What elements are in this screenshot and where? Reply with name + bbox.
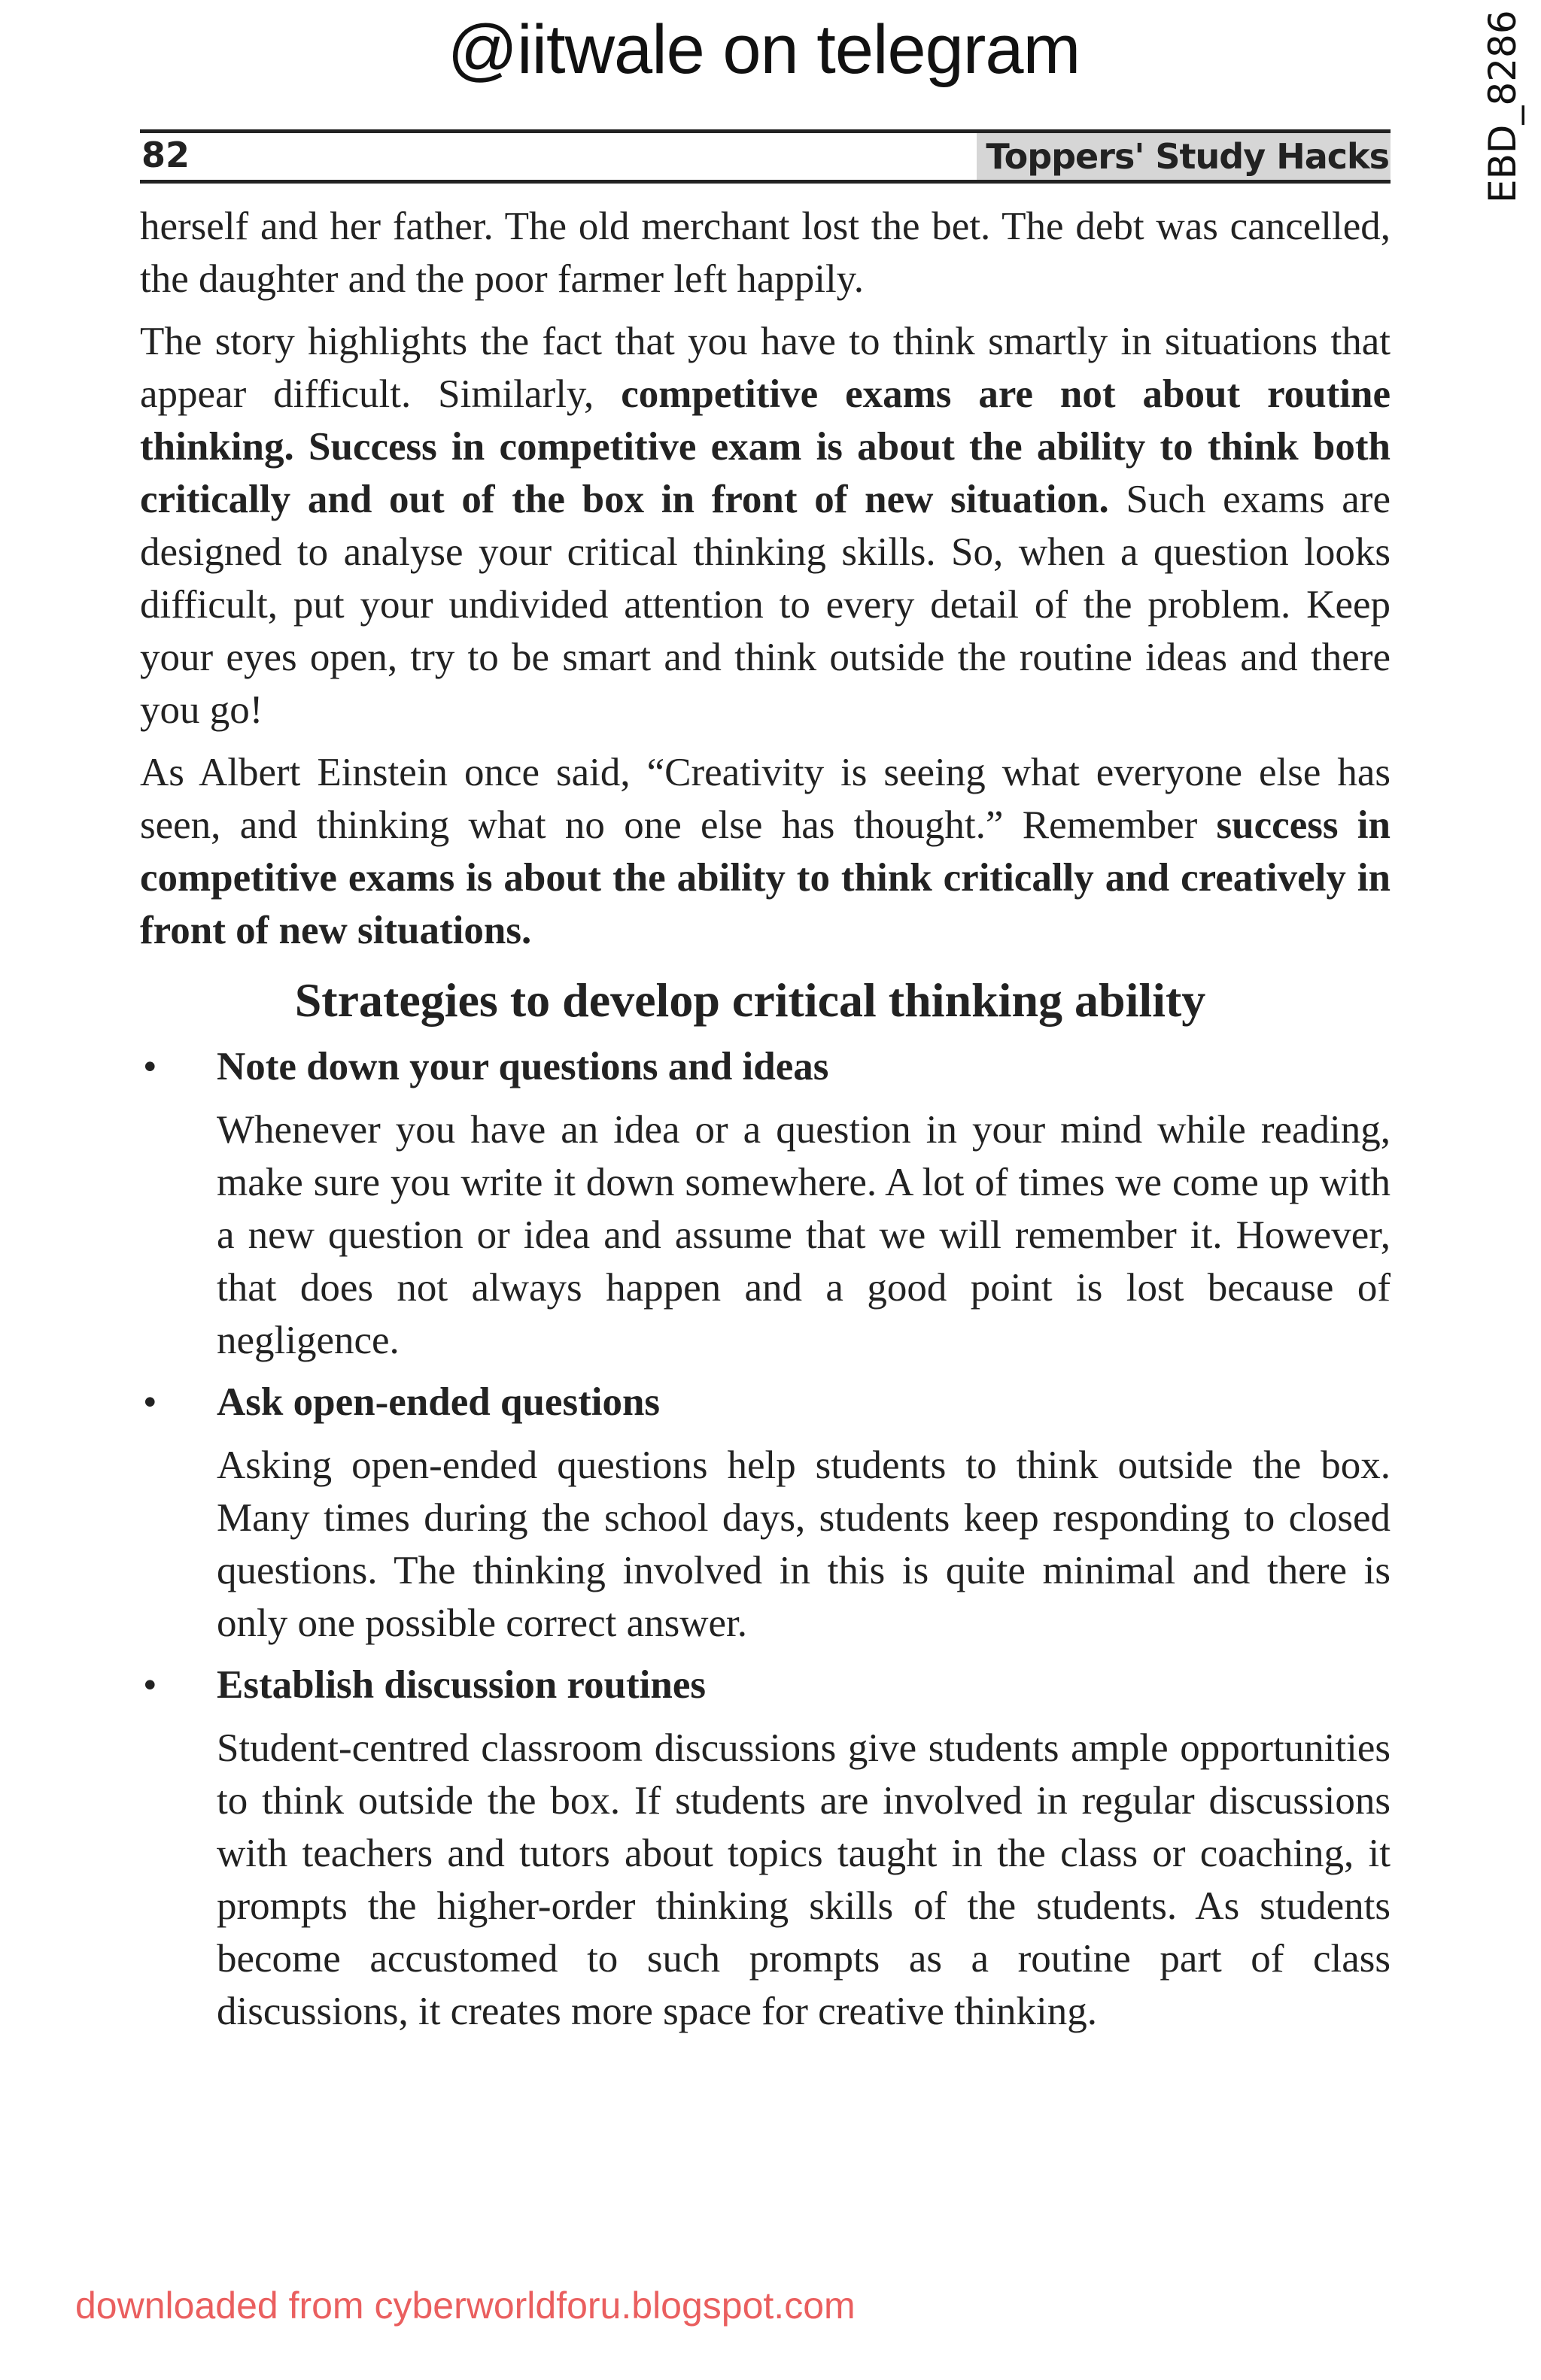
bullet-icon: • xyxy=(143,1663,157,1707)
text: As Albert Einstein once said, “Creativity is seeing what everyone else has seen, and thinking what no one else has thought.” Remember xyxy=(140,751,1391,847)
running-header xyxy=(140,129,1391,184)
bold-text: competitive exams are not about routine thinking. Success in competitive exam is about the ability to think both critically and out of the box in front of new situation. xyxy=(140,372,1391,521)
bullet-icon: • xyxy=(143,1380,157,1424)
page-body xyxy=(140,200,1391,2047)
footer-watermark: downloaded from cyberworldforu.blogspot.com xyxy=(75,2284,856,2327)
strategy-text: Student-centred classroom discussions give students ample opportunities to think outside the box. If students are involved in regular discussions with teachers and tutors about topics taught in the class or coaching, it prompts the higher-order thinking skills of the students. As students become accustomed to such prompts as a routine part of class discussions, it creates more space for creative thinking. xyxy=(217,1726,1391,2033)
text: Such exams are designed to analyse your critical thinking skills. So, when a question looks difficult, put your undivided attention to every detail of the problem. Keep your eyes open, try to be smart and think outside the routine ideas and there you go! xyxy=(140,478,1391,732)
book-title: Toppers' Study Hacks xyxy=(977,133,1391,180)
paragraph xyxy=(140,746,1391,957)
strategy-text: Asking open-ended questions help students to think outside the box. Many times during the school days, students keep responding to closed questions. The thinking involved in this is quite minimal and there is only one possible correct answer. xyxy=(217,1443,1391,1645)
strategy-title: Ask open-ended questions xyxy=(217,1380,661,1424)
side-code: EBD_8286 xyxy=(1481,10,1524,203)
page-number: 82 xyxy=(141,135,190,175)
strategy-list xyxy=(140,1040,1391,2038)
telegram-watermark: @iitwale on telegram xyxy=(447,11,1081,88)
section-heading: Strategies to develop critical thinking ability xyxy=(294,973,1206,1027)
text: The story highlights the fact that you have to think smartly in situations that appear difficult. Similarly, xyxy=(140,320,1391,416)
strategy-item xyxy=(140,1659,1391,2038)
paragraph xyxy=(140,200,1391,305)
paragraphs xyxy=(140,200,1391,957)
paragraph xyxy=(140,315,1391,736)
bold-text: success in competitive exams is about the ability to think critically and creatively in front of new situations. xyxy=(140,803,1391,952)
strategy-text: Whenever you have an idea or a question in your mind while reading, make sure you write it down somewhere. A lot of times we come up with a new question or idea and assume that we will remember it. However, that does not always happen and a good point is lost because of negligence. xyxy=(217,1108,1391,1362)
strategy-item xyxy=(140,1376,1391,1650)
bullet-icon: • xyxy=(143,1045,157,1088)
strategy-item xyxy=(140,1040,1391,1367)
text: herself and her father. The old merchant lost the bet. The debt was cancelled, the daughter and the poor farmer left happily. xyxy=(140,205,1391,301)
strategy-title: Establish discussion routines xyxy=(217,1663,706,1707)
strategy-title: Note down your questions and ideas xyxy=(217,1045,829,1088)
